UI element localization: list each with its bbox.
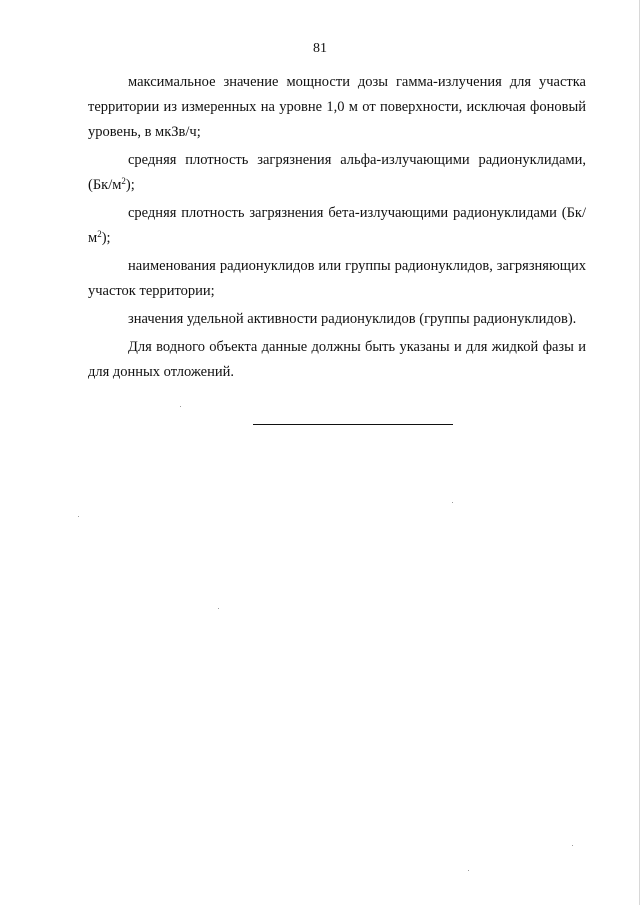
paragraph-alpha-tail: ); (125, 177, 135, 193)
paragraph-specific-activity: значения удельной активности радионуклидов (группы радионуклидов). (128, 311, 577, 327)
scan-speck (180, 406, 181, 407)
document-body (88, 70, 586, 388)
scan-speck (572, 845, 573, 846)
paragraph-alpha-text: средняя плотность загрязнения альфа-излучающими радионуклидами, (Бк/м (88, 152, 586, 193)
paragraph-beta-tail: ); (101, 230, 111, 246)
superscript-two: 2 (121, 176, 126, 186)
superscript-two: 2 (97, 229, 102, 239)
scan-speck (452, 502, 453, 503)
scan-speck (468, 870, 469, 871)
page-number: 81 (313, 41, 327, 56)
paragraph-gamma-dose: максимальное значение мощности дозы гамма-излучения для участка территории из измеренных на уровне 1,0 м от поверхности, исключая фоновый уровень, в мкЗв/ч; (88, 74, 586, 140)
scan-speck (78, 516, 79, 517)
end-rule (253, 424, 453, 425)
paragraph-water-object: Для водного объекта данные должны быть указаны и для жидкой фазы и для донных отложений. (88, 339, 586, 380)
paragraph-alpha-density (88, 148, 586, 198)
scan-speck (218, 608, 219, 609)
paragraph-beta-density (88, 201, 586, 251)
paragraph-radionuclide-names: наименования радионуклидов или группы радионуклидов, загрязняющих участок территории; (88, 258, 586, 299)
paragraph-beta-text: средняя плотность загрязнения бета-излучающими радионуклидами (Бк/м (88, 205, 586, 246)
